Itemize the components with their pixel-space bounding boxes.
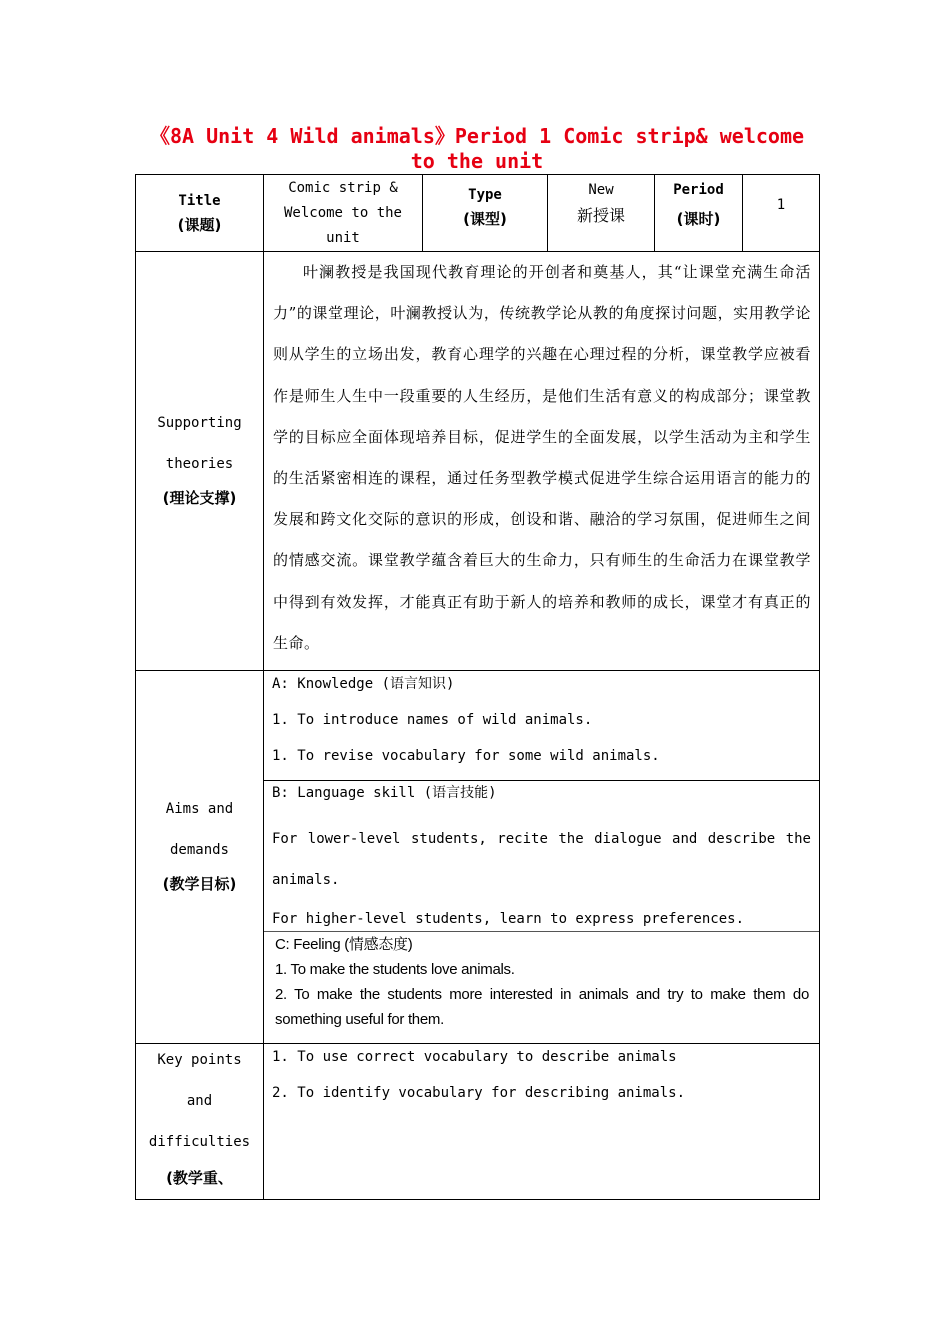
theories-paragraph: 叶澜教授是我国现代教育理论的开创者和奠基人，其“让课堂充满生命活力”的课堂理论，叶澜教授认为，传统教学论从教的角度探讨问题，实用教学论则从学生的立场出发，教育心理学的兴趣在心理过程的分析，课堂教学应被看作是师生人生中一段重要的人生经历，是他们生活有意义的构成部分；课堂教学的目标应全面体现培养目标，促进学生的全面发展，以学生活动为主和学生的生活紧密相连的课程，通过任务型教学模式促进学生综合运用语言的能力的发展和跨文化交际的意识的形成，创设和谐、融洽的学习氛围，促进师生之间的情感交流。课堂教学蕴含着巨大的生命力，只有师生的生命活力在课堂教学中得到有效发挥，才能真正有助于新人的培养和教师的成长，课堂才有真正的生命。 (273, 263, 811, 652)
key-points-row (136, 1044, 820, 1200)
feeling-cell (264, 932, 820, 1044)
aims-label-line: demands (169, 842, 229, 859)
key-points-label-line: difficulties (148, 1134, 251, 1151)
key-point-item: 2. To identify vocabulary for describing animals. (272, 1085, 686, 1102)
feeling-item: 2. To make the students more interested in animals and try to make them do something useful for them. (275, 986, 809, 1029)
title-label-cn: (课题) (177, 216, 222, 234)
period-label-cell (655, 175, 743, 252)
title-label-cell (136, 175, 264, 252)
knowledge-cell (264, 671, 820, 781)
aims-label-cn: (教学目标) (162, 875, 237, 894)
theories-label-cn: (理论支撑) (162, 489, 237, 508)
aims-label-cell (136, 671, 264, 1044)
type-value-en: New (588, 182, 614, 198)
theories-row (136, 252, 820, 671)
type-label-en: Type (468, 187, 502, 203)
key-points-cell (264, 1044, 820, 1200)
feeling-item: 1. To make the students love animals. (275, 961, 515, 979)
knowledge-item: 1. To introduce names of wild animals. (272, 712, 593, 729)
key-points-label-cn: (教学重、 (166, 1169, 233, 1188)
title-label-en: Title (178, 193, 221, 209)
type-value-cell (548, 175, 655, 252)
skill-item: For higher-level students, learn to express preferences. (272, 911, 745, 928)
theories-label-line: theories (165, 456, 234, 473)
type-label-cell (423, 175, 548, 252)
aims-label-line: Aims and (165, 801, 234, 818)
skill-item: For lower-level students, recite the dialogue and describe the animals. (272, 831, 811, 889)
theories-text-cell (264, 252, 820, 671)
theories-label-line: Supporting (157, 415, 242, 432)
theories-label-cell (136, 252, 264, 671)
title-value-line: unit (326, 230, 360, 246)
title-value-line: Comic strip & (288, 180, 398, 196)
title-value-line: Welcome to the (283, 205, 402, 221)
type-value-cn: 新授课 (576, 206, 625, 225)
period-label-cn: (课时) (676, 210, 721, 228)
header-row (136, 175, 820, 252)
skill-cell (264, 781, 820, 932)
period-value: 1 (776, 197, 786, 213)
feeling-heading: C: Feeling (情感态度) (275, 936, 413, 954)
period-value-cell (743, 175, 820, 252)
aims-knowledge-row (136, 671, 820, 781)
document-title: 《8A Unit 4 Wild animals》Period 1 Comic strip& welcome to the unit (149, 124, 805, 173)
skill-heading: B: Language skill (语言技能) (272, 785, 497, 802)
key-points-label-line: Key points (157, 1052, 242, 1069)
knowledge-heading: A: Knowledge (语言知识) (272, 676, 455, 693)
key-point-item: 1. To use correct vocabulary to describe animals (272, 1049, 677, 1066)
title-value-cell (264, 175, 423, 252)
key-points-label-cell (136, 1044, 264, 1200)
lesson-plan-table (135, 174, 820, 1200)
knowledge-item: 1. To revise vocabulary for some wild animals. (272, 748, 660, 765)
period-label-en: Period (673, 182, 724, 198)
key-points-label-line: and (186, 1093, 213, 1110)
type-label-cn: (课型) (463, 210, 507, 228)
